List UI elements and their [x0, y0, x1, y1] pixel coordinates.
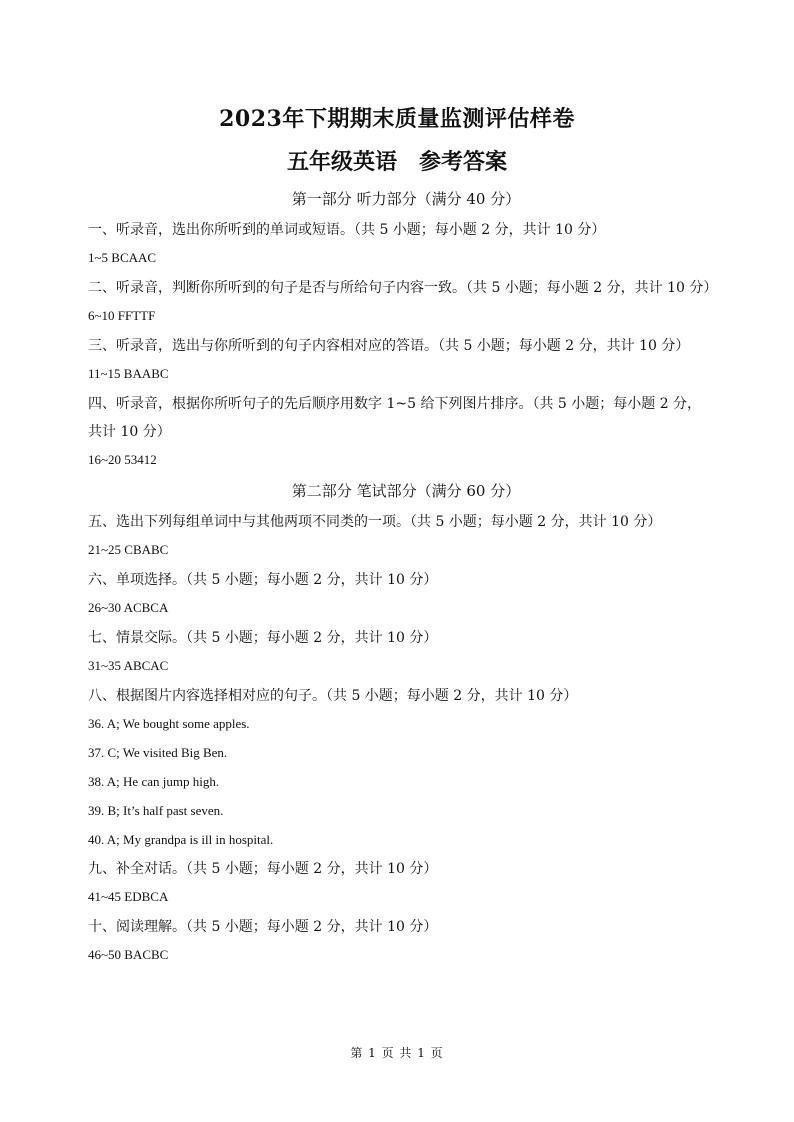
part2-heading: 第二部分 笔试部分（满分 60 分） — [291, 482, 521, 500]
answer-sentence-38: 38. A; He can jump high. — [88, 774, 220, 789]
section-2-question: 二、听录音，判断你所听到的句子是否与所给句子内容一致。（共 5 小题；每小题 2 分，共计 10 分） — [88, 280, 718, 296]
section-6-answer: 26~30 ACBCA — [88, 600, 169, 615]
section-4-question-cont: 共计 10 分） — [88, 424, 171, 440]
section-10-question: 十、阅读理解。（共 5 小题；每小题 2 分，共计 10 分） — [88, 919, 438, 935]
section-1-question: 一、听录音，选出你所听到的单词或短语。（共 5 小题；每小题 2 分，共计 10 分） — [88, 222, 606, 238]
answer-sentence-37: 37. C; We visited Big Ben. — [88, 745, 228, 760]
section-5-answer: 21~25 CBABC — [88, 542, 169, 557]
answer-sentence-36: 36. A; We bought some apples. — [88, 716, 250, 731]
section-7-question: 七、情景交际。（共 5 小题；每小题 2 分，共计 10 分） — [88, 630, 438, 646]
section-7-answer: 31~35 ABCAC — [88, 658, 169, 673]
section-9-question: 九、补全对话。（共 5 小题；每小题 2 分，共计 10 分） — [88, 861, 438, 877]
section-1-answer: 1~5 BCAAC — [88, 250, 157, 265]
document-title: 2023年下期期末质量监测评估样卷 — [219, 106, 575, 132]
section-9-answer: 41~45 EDBCA — [88, 889, 169, 904]
section-4-question: 四、听录音，根据你所听句子的先后顺序用数字 1~5 给下列图片排序。（共 5 小题；每小题 2 分， — [88, 396, 702, 412]
answer-sentence-39: 39. B; It’s half past seven. — [88, 803, 224, 818]
section-2-answer: 6~10 FFTTF — [88, 308, 156, 323]
section-5-question: 五、选出下列每组单词中与其他两项不同类的一项。（共 5 小题；每小题 2 分，共计 10 分） — [88, 514, 662, 530]
section-4-answer: 16~20 53412 — [88, 452, 157, 467]
section-3-answer: 11~15 BAABC — [88, 366, 169, 381]
section-10-answer: 46~50 BACBC — [88, 947, 169, 962]
section-3-question: 三、听录音，选出与你所听到的句子内容相对应的答语。（共 5 小题；每小题 2 分，共计 10 分） — [88, 338, 690, 354]
answer-content — [88, 186, 724, 965]
section-6-question: 六、单项选择。（共 5 小题；每小题 2 分，共计 10 分） — [88, 572, 438, 588]
page-footer: 第 1 页 共 1 页 — [350, 1046, 444, 1060]
part1-heading: 第一部分 听力部分（满分 40 分） — [291, 190, 521, 208]
section-8-question: 八、根据图片内容选择相对应的句子。（共 5 小题；每小题 2 分，共计 10 分） — [88, 688, 578, 704]
document-subtitle: 五年级英语 参考答案 — [286, 149, 507, 175]
answer-sentence-40: 40. A; My grandpa is ill in hospital. — [88, 832, 274, 847]
